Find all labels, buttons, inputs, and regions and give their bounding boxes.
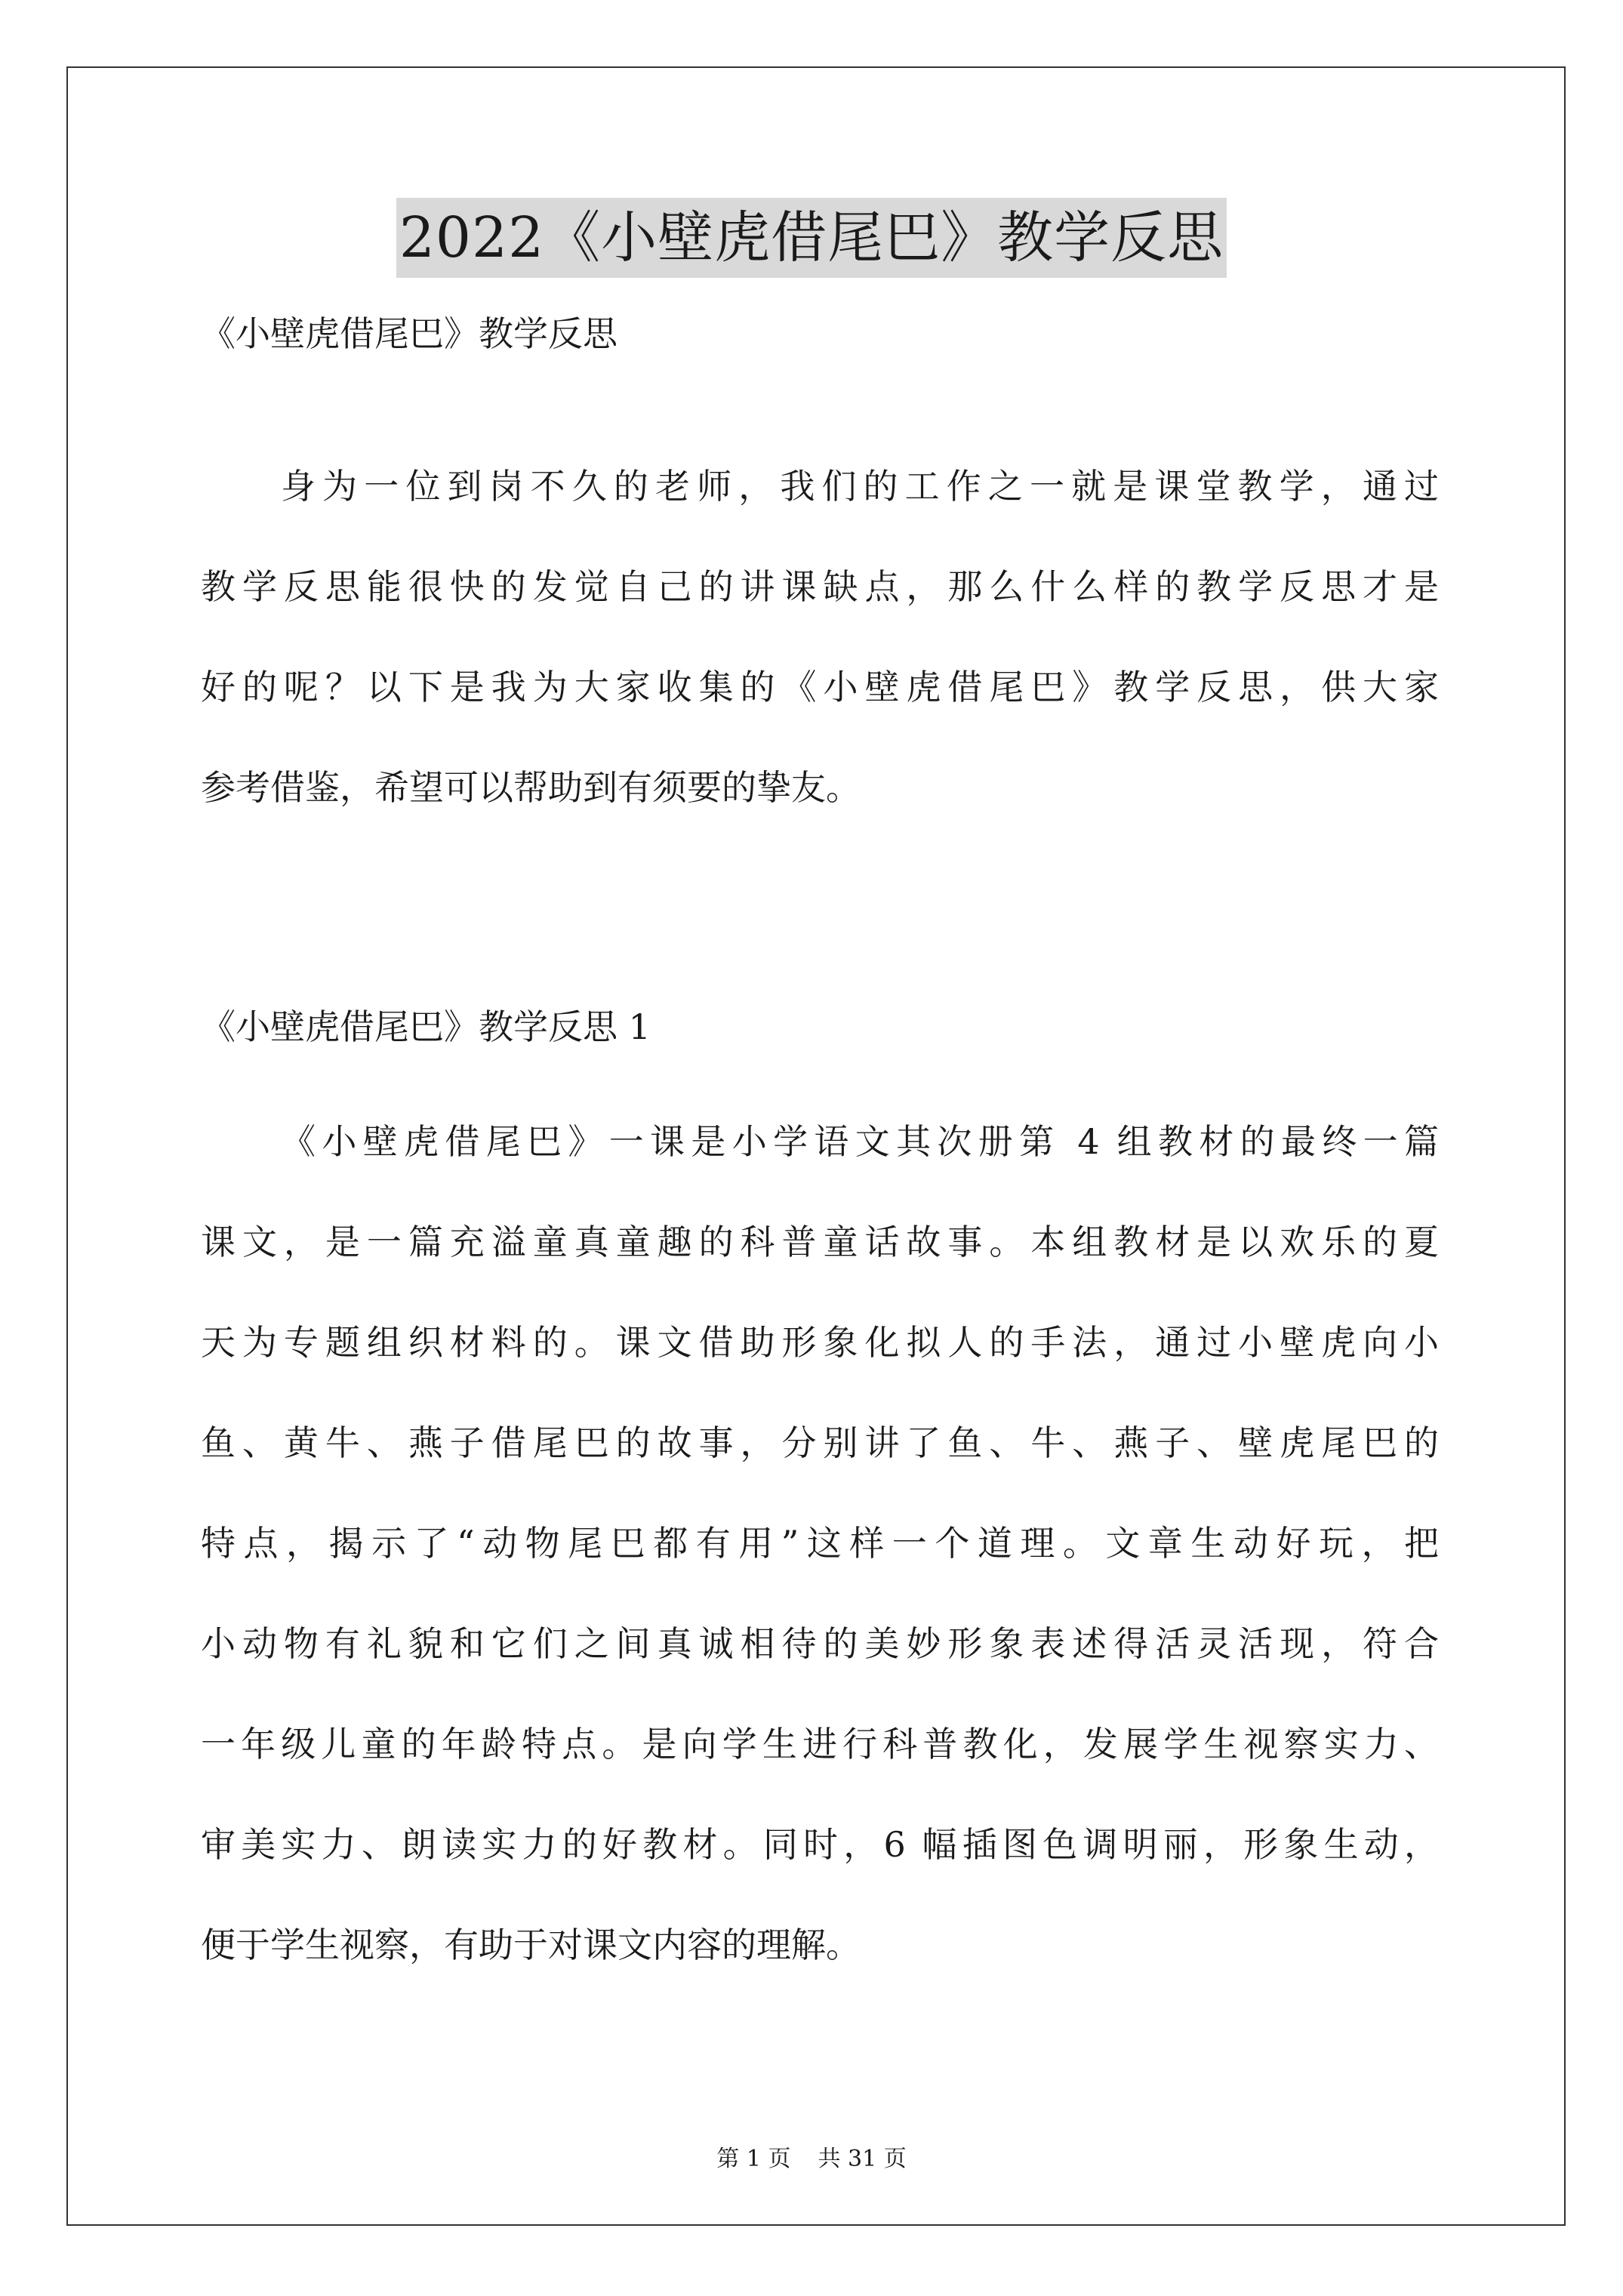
paragraph-line: 一年级儿童的年龄特点。是向学生进行科普教化，发展学生视察实力、 xyxy=(201,1724,1439,1764)
paragraph-line: 审美实力、朗读实力的好教材。同时，6 幅插图色调明丽，形象生动， xyxy=(201,1824,1439,1865)
paragraph-line: 特点，揭示了“动物尾巴都有用”这样一个道理。文章生动好玩，把 xyxy=(201,1523,1439,1564)
page-number: 第 1 页 xyxy=(716,2146,791,2172)
paragraph-line: 便于学生视察，有助于对课文内容的理解。 xyxy=(201,1925,861,1965)
paragraph-line: 小动物有礼貌和它们之间真诚相待的美妙形象表述得活灵活现，符合 xyxy=(201,1623,1439,1664)
paragraph-line: 教学反思能很快的发觉自己的讲课缺点，那么什么样的教学反思才是 xyxy=(201,566,1439,607)
paragraph-line: 参考借鉴，希望可以帮助到有须要的挚友。 xyxy=(201,767,861,808)
title-container xyxy=(0,198,1623,278)
page-total: 共 31 页 xyxy=(818,2146,907,2172)
paragraph-line: 好的呢？以下是我为大家收集的《小壁虎借尾巴》教学反思，供大家 xyxy=(201,667,1439,707)
paragraph-line: 鱼、黄牛、燕子借尾巴的故事，分别讲了鱼、牛、燕子、壁虎尾巴的 xyxy=(201,1422,1439,1463)
intro-paragraph xyxy=(201,436,1439,838)
page-footer xyxy=(0,2144,1623,2174)
paragraph-line: 课文，是一篇充溢童真童趣的科普童话故事。本组教材是以欢乐的夏 xyxy=(201,1222,1439,1262)
paragraph-line: 天为专题组织材料的。课文借助形象化拟人的手法，通过小壁虎向小 xyxy=(201,1322,1439,1363)
paragraph-line: 《小壁虎借尾巴》一课是小学语文其次册第 4 组教材的最终一篇 xyxy=(281,1121,1439,1162)
paragraph-line: 身为一位到岗不久的老师，我们的工作之一就是课堂教学，通过 xyxy=(281,466,1439,507)
section-heading: 《小壁虎借尾巴》教学反思 1 xyxy=(201,1006,651,1047)
section1-paragraph xyxy=(201,1092,1439,1996)
document-title: 2022《小壁虎借尾巴》教学反思 xyxy=(396,198,1227,278)
document-subtitle: 《小壁虎借尾巴》教学反思 xyxy=(201,313,617,354)
